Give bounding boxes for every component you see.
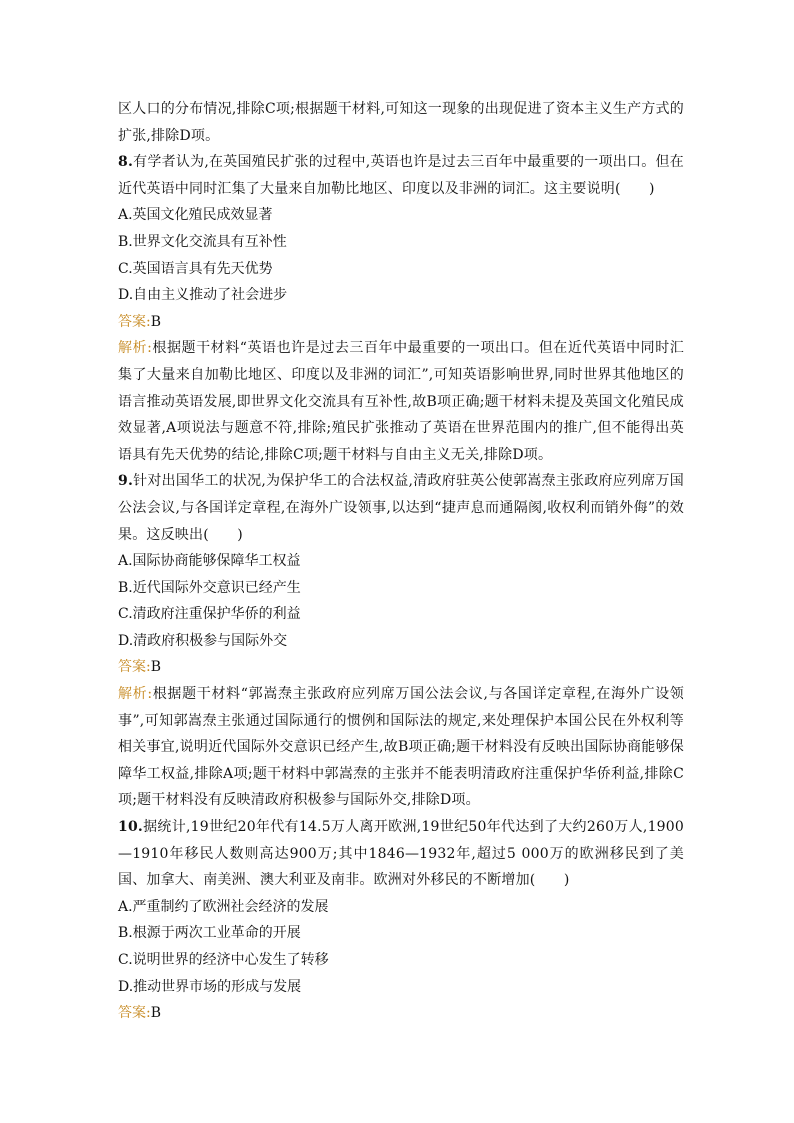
option-d: D.推动世界市场的形成与发展 bbox=[118, 978, 302, 995]
explanation-label: 解析: bbox=[118, 340, 153, 357]
question-10-stem bbox=[118, 814, 684, 894]
answer-label: 答案: bbox=[118, 313, 151, 330]
option-c: C.清政府注重保护华侨的利益 bbox=[118, 606, 301, 623]
option-d: D.清政府积极参与国际外交 bbox=[118, 632, 288, 649]
option-a: A.英国文化殖民成效显著 bbox=[118, 207, 273, 224]
answer-label: 答案: bbox=[118, 659, 151, 676]
explanation-text: 根据题干材料“郭嵩焘主张政府应列席万国公法会议,与各国详定章程,在海外广设领事”,可知郭嵩焘主张通过国际通行的惯例和国际法的规定,来处理保护本国公民在外权利等相关事宜,说明近代国际外交意识已经产生,故B项正确;题干材料没有反映出国际协商能够保障华工权益,排除A项;题干材料中郭嵩焘的主张并不能表明清政府注重保护华侨利益,排除C项;题干材料没有反映清政府积极参与国际外交,排除D项。 bbox=[118, 686, 685, 809]
explanation bbox=[118, 335, 684, 468]
question-text: 有学者认为,在英国殖民扩张的过程中,英语也许是过去三百年中最重要的一项出口。但在近代英语中同时汇集了大量来自加勒比地区、印度以及非洲的词汇。这主要说明( ) bbox=[118, 154, 684, 197]
explanation-text: 根据题干材料“英语也许是过去三百年中最重要的一项出口。但在近代英语中同时汇集了大量来自加勒比地区、印度以及非洲的词汇”,可知英语影响世界,同时世界其他地区的语言推动英语发展,即世界文化交流具有互补性,故B项正确;题干材料未提及英国文化殖民成效显著,A项说法与题意不符,排除;殖民扩张推动了英语在世界范围内的推广,但不能得出英语具有先天优势的结论,排除C项;题干材料与自由主义无关,排除D项。 bbox=[118, 340, 684, 463]
option-c: C.说明世界的经济中心发生了转移 bbox=[118, 952, 329, 968]
option-b: B.世界文化交流具有互补性 bbox=[118, 233, 287, 250]
question-number: 9. bbox=[118, 473, 134, 490]
question-9-stem bbox=[118, 468, 684, 548]
question-text: 针对出国华工的状况,为保护华工的合法权益,清政府驻英公使郭嵩焘主张政府应列席万国公法会议,与各国详定章程,在海外广设领事,以达到“捷声息而通隔阂,收权利而销外侮”的效果。这反映出( ) bbox=[118, 473, 684, 543]
answer-line bbox=[118, 654, 684, 681]
option-d: D.自由主义推动了社会进步 bbox=[118, 287, 288, 304]
continued-explanation: 区人口的分布情况,排除C项;根据题干材料,可知这一现象的出现促进了资本主义生产方式的扩张,排除D项。 bbox=[118, 101, 684, 144]
answer-value: B bbox=[150, 1005, 162, 1022]
option-c: C.英国语言具有先天优势 bbox=[118, 260, 273, 277]
option-a: A.严重制约了欧洲社会经济的发展 bbox=[118, 898, 329, 915]
answer-label: 答案: bbox=[118, 1005, 151, 1022]
option-b: B.近代国际外交意识已经产生 bbox=[118, 579, 301, 596]
option-a: A.国际协商能够保障华工权益 bbox=[118, 553, 301, 570]
question-8-stem bbox=[118, 149, 684, 202]
question-text: 据统计,19世纪20年代有14.5万人离开欧洲,19世纪50年代达到了大约260万人,1900—1910年移民人数则高达900万;其中1846—1932年,超过5 000万的欧洲移民到了美国、加拿大、南美洲、澳大利亚及南非。欧洲对外移民的不断增加( ) bbox=[118, 819, 684, 889]
explanation bbox=[118, 681, 684, 814]
answer-value: B bbox=[150, 313, 162, 330]
answer-line bbox=[118, 1000, 684, 1027]
explanation-label: 解析: bbox=[118, 686, 153, 703]
question-number: 10. bbox=[118, 819, 143, 836]
question-number: 8. bbox=[118, 154, 134, 171]
option-b: B.根源于两次工业革命的开展 bbox=[118, 925, 301, 942]
answer-line bbox=[118, 309, 684, 336]
answer-value: B bbox=[150, 659, 162, 676]
